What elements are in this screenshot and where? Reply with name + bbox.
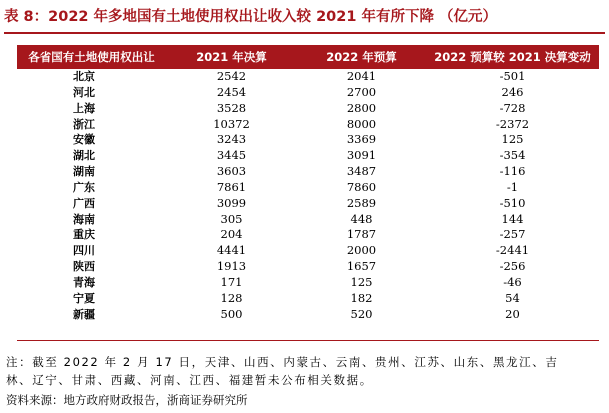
cell-2021-final: 128 [220,290,243,305]
cell-2022-budget: 3091 [346,148,377,163]
cell-region: 河北 [73,85,95,99]
cell-2021-final: 3445 [216,148,247,163]
cell-change: -501 [499,69,526,83]
cell-change: 20 [505,306,520,321]
cell-change: 144 [501,211,524,226]
cell-2022-budget: 2589 [346,195,377,210]
column-header-2022-budget: 2022 年预算 [297,45,426,69]
cell-2021-final: 204 [220,227,243,242]
cell-change: -354 [499,148,526,163]
cell-2021-final: 4441 [216,243,247,258]
footnote-line-2: 林、辽宁、甘肃、西藏、河南、江西、福建暂未公布相关数据。 [6,373,373,387]
cell-2021-final: 3099 [216,195,247,210]
source-note: 资料来源：地方政府财政报告，浙商证券研究所 [6,393,248,407]
cell-2021-final: 171 [220,274,243,289]
cell-change: -1 [506,179,519,194]
cell-2022-budget: 2800 [346,100,377,115]
table-bottom-rule [17,340,599,341]
cell-region: 安徽 [73,133,95,147]
cell-region: 湖北 [73,149,95,163]
cell-region: 青海 [73,275,95,289]
cell-2022-budget: 3369 [346,132,377,147]
cell-change: 125 [501,132,524,147]
cell-2022-budget: 2700 [346,84,377,99]
cell-2021-final: 2542 [216,69,247,83]
cell-2022-budget: 2041 [346,69,377,83]
cell-2022-budget: 1787 [346,227,377,242]
cell-change: -257 [499,227,526,242]
cell-region: 四川 [73,244,95,258]
table-row [17,148,599,164]
cell-change: -2441 [495,243,530,258]
cell-2022-budget: 3487 [346,164,377,179]
column-header-2021-final: 2021 年决算 [166,45,297,69]
table-row [17,227,599,243]
table-row [17,164,599,180]
table-row [17,243,599,259]
cell-region: 陕西 [73,260,95,274]
cell-2021-final: 3603 [216,164,247,179]
cell-2021-final: 7861 [216,179,247,194]
footnote [6,353,606,389]
cell-2021-final: 3528 [216,100,247,115]
cell-2021-final: 1913 [216,259,247,274]
cell-region: 上海 [73,101,95,115]
cell-change: -510 [499,195,526,210]
table-row [17,291,599,307]
column-header-region: 各省国有土地使用权出让 [17,45,166,69]
cell-change: -728 [499,100,526,115]
cell-2022-budget: 448 [350,211,373,226]
table-row [17,101,599,117]
cell-region: 湖南 [73,165,95,179]
table-row [17,307,599,323]
cell-2021-final: 3243 [216,132,247,147]
cell-2021-final: 2454 [216,84,247,99]
cell-2022-budget: 520 [350,306,373,321]
table-title: 表 8：2022 年多地国有土地使用权出让收入较 2021 年有所下降 （亿元） [4,9,498,25]
cell-region: 广西 [73,196,95,210]
cell-region: 北京 [73,70,95,83]
table-row [17,275,599,291]
cell-change: 246 [501,84,524,99]
footnote-line-1: 注：截至 2022 年 2 月 17 日，天津、山西、内蒙古、云南、贵州、江苏、山东、黑龙江、吉 [6,355,559,369]
cell-change: -2372 [495,116,530,131]
table-row [17,132,599,148]
table-row [17,259,599,275]
table-row [17,196,599,212]
cell-region: 浙江 [73,117,95,131]
cell-change: -116 [499,164,526,179]
cell-2022-budget: 1657 [346,259,377,274]
cell-2021-final: 10372 [213,116,250,131]
cell-2021-final: 305 [220,211,243,226]
cell-2021-final: 500 [220,306,243,321]
cell-2022-budget: 7860 [346,179,377,194]
title-divider [4,32,605,34]
cell-region: 新疆 [73,307,95,321]
cell-region: 重庆 [73,228,95,242]
cell-change: -46 [503,274,522,289]
cell-2022-budget: 182 [350,290,373,305]
cell-region: 广东 [73,180,95,194]
cell-2022-budget: 2000 [346,243,377,258]
table-row [17,117,599,133]
cell-2022-budget: 125 [350,274,373,289]
column-header-change: 2022 预算较 2021 决算变动 [426,45,599,69]
table-row [17,180,599,196]
cell-2022-budget: 8000 [346,116,377,131]
table-row [17,85,599,101]
table-header-row [17,45,599,69]
cell-region: 宁夏 [73,291,95,305]
table-row [17,212,599,228]
cell-change: -256 [499,259,526,274]
land-revenue-table [17,45,599,323]
table-row [17,69,599,85]
cell-change: 54 [505,290,520,305]
cell-region: 海南 [73,212,95,226]
